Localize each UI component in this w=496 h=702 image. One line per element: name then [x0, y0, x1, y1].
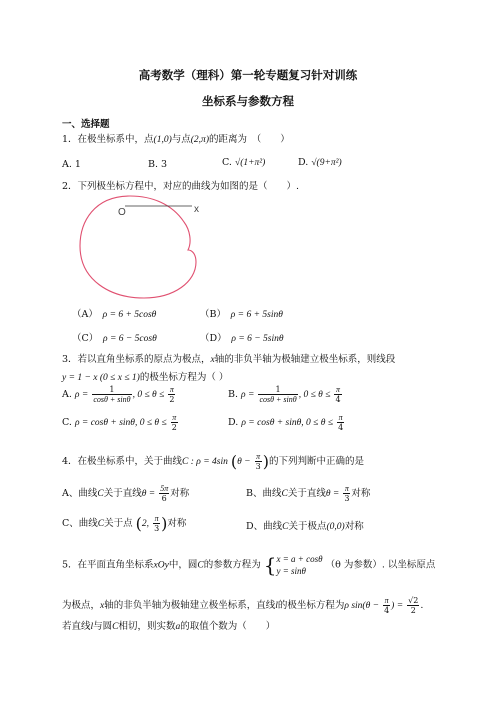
- question-1-stem: 1．在极坐标系中，点(1,0)与点(2,π)的距离为 （ ）: [62, 134, 290, 145]
- question-3-line-1: 3．若以直角坐标系的原点为极点，x轴的非负半轴为极轴建立极坐标系，则线段: [62, 354, 396, 365]
- q1-option-c: C. √(1+π²): [222, 157, 266, 168]
- q3-option-a: A. ρ = $\frac{1}{\cos\theta + \sin\theta}$ , 0 ≤ θ ≤ $\frac{\pi}{2}$: [62, 385, 175, 404]
- question-5-line-2: 为极点，x轴的非负半轴为极轴建立极坐标系，直线l的极坐标方程为ρ sin(θ − $\frac{\pi}{4}$ ) = $\frac{√2}{2}$ .: [62, 596, 424, 615]
- question-2-stem: 2．下列极坐标方程中，对应的曲线为如图的是（ ）.: [62, 181, 300, 192]
- q4-option-b: B、曲线C关于直线θ = $\frac{\pi}{3}$ 对称: [246, 484, 371, 503]
- q2-option-a: （A） ρ = 6 + 5cosθ: [72, 309, 157, 320]
- q4-option-c: C、曲线C关于点 (2, $\frac{\pi}{3}$ )对称: [62, 514, 187, 533]
- q2-option-b: （B） ρ = 6 + 5sinθ: [200, 309, 283, 320]
- q3-option-d: D. ρ = cosθ + sinθ, 0 ≤ θ ≤ $\frac{\pi}{4}$: [228, 413, 344, 432]
- q1-option-a: A. 1: [62, 159, 81, 170]
- q4-option-a: A、曲线C关于直线θ = $\frac{5\pi}{6}$ 对称: [62, 484, 190, 503]
- question-5-line-3: 若直线l与圆C相切，则实数a的取值个数为（ ）: [62, 621, 276, 632]
- question-5-line-1: 5．在平面直角坐标系xOy中，圆C的参数方程为 { x = a + cosθ y = sinθ （θ 为参数）. 以坐标原点: [62, 553, 436, 577]
- document-subtitle: 坐标系与参数方程: [202, 94, 294, 108]
- q2-option-d: （D） ρ = 6 − 5sinθ: [200, 333, 284, 344]
- origin-label: O: [118, 207, 126, 218]
- q2-option-c: （C） ρ = 6 − 5cosθ: [72, 333, 157, 344]
- q4-option-d: D、曲线C关于极点(0,0)对称: [246, 521, 364, 532]
- document-title: 高考数学（理科）第一轮专题复习针对训练: [138, 68, 358, 82]
- question-3-line-2: y = 1 − x (0 ≤ x ≤ 1)的极坐标方程为（ ）: [62, 372, 229, 383]
- q3-option-b: B. ρ = $\frac{1}{\cos\theta + \sin\theta}$ , 0 ≤ θ ≤ $\frac{\pi}{4}$: [228, 385, 341, 404]
- section-heading: 一、选择题: [62, 119, 110, 130]
- axis-label: x: [194, 204, 199, 215]
- cardioid-figure: [74, 190, 214, 302]
- q1-option-d: D. √(9+π²): [298, 157, 342, 168]
- cardioid-curve: [80, 196, 196, 298]
- question-4-stem: 4．在极坐标系中，关于曲线C : ρ = 4sin (θ − $\frac{\pi}{3}$ )的下列判断中正确的是: [62, 452, 364, 471]
- q1-option-b: B. 3: [148, 159, 168, 170]
- q3-option-c: C. ρ = cosθ + sinθ, 0 ≤ θ ≤ $\frac{\pi}{2}$: [62, 413, 177, 432]
